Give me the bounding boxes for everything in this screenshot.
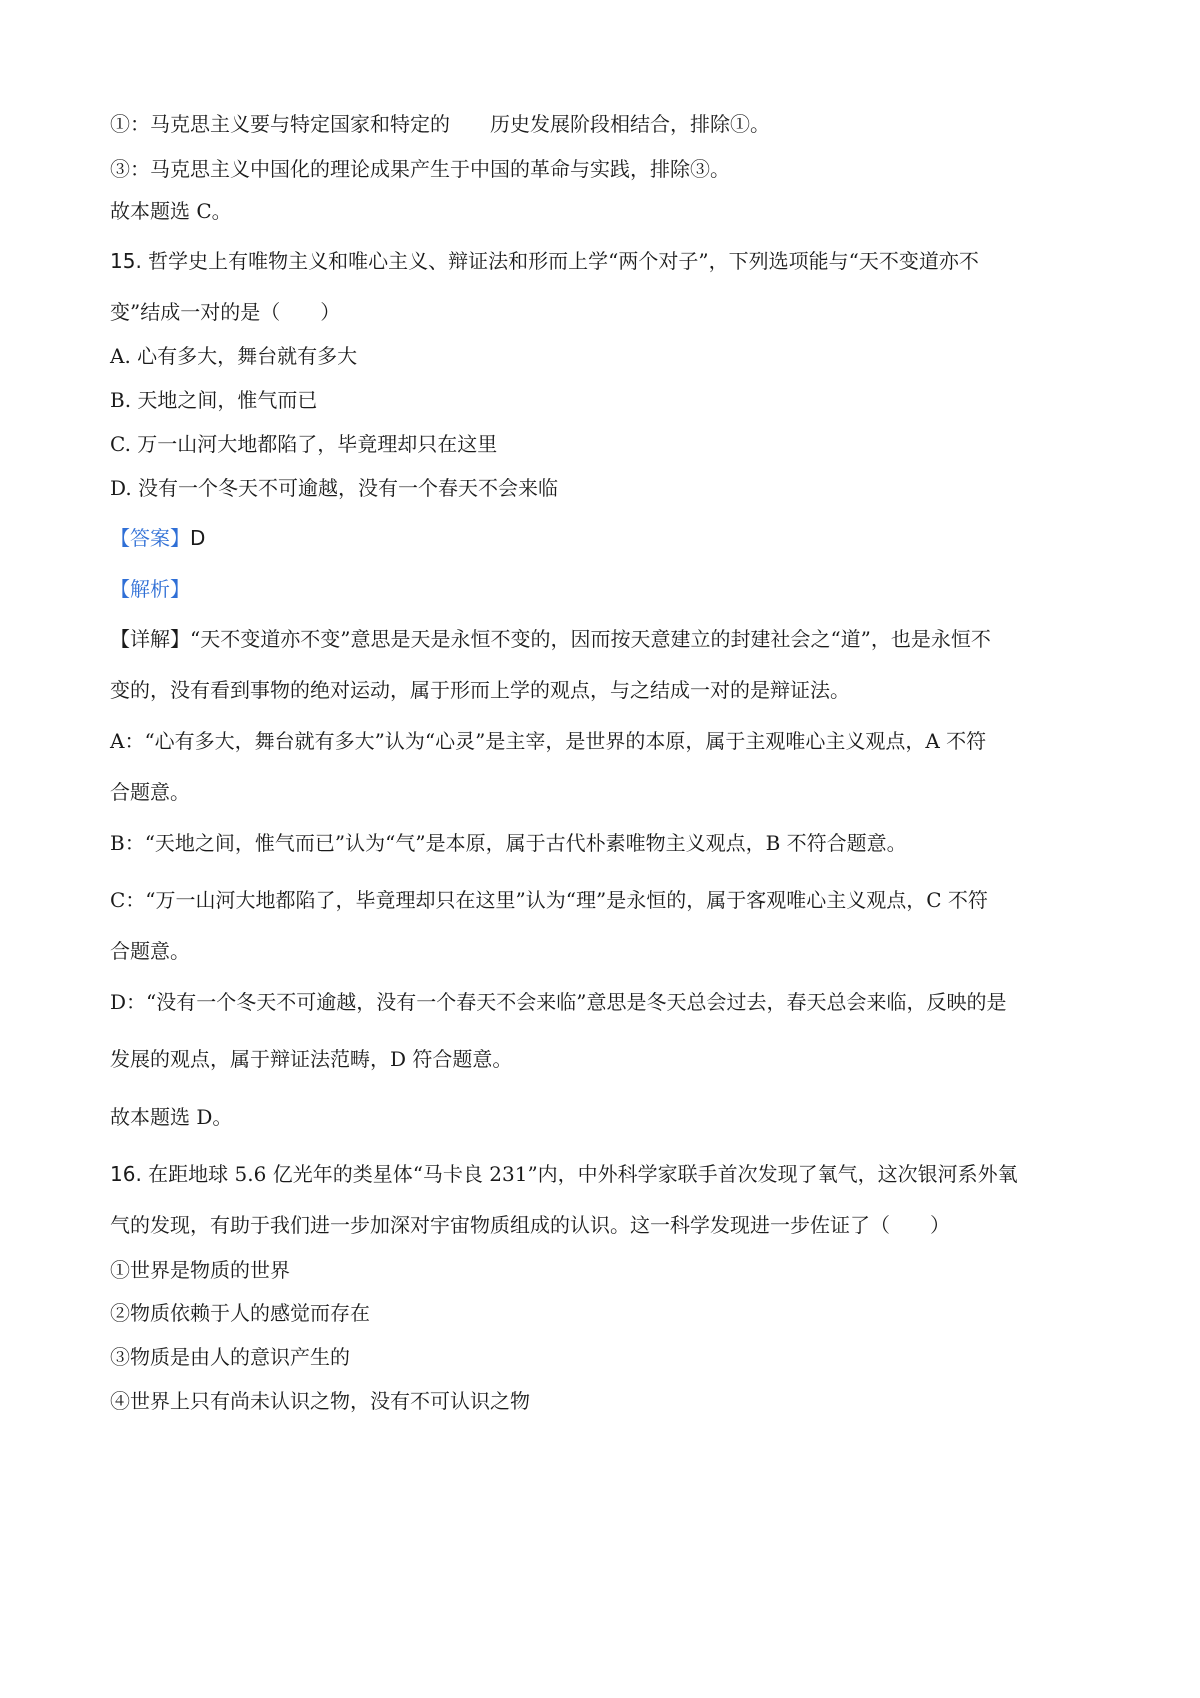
q15-explain-c-2: 合题意。: [110, 939, 190, 963]
q14-exclusion-3: ③：马克思主义中国化的理论成果产生于中国的革命与实践，排除③。: [110, 157, 730, 181]
answer-tag: 【答案】: [110, 526, 190, 550]
q15-explain-d-1: D：“没有一个冬天不可逾越，没有一个春天不会来临”意思是冬天总会过去，春天总会来临，反映的是: [110, 990, 1007, 1014]
q14-exclusion-1-part-b: 历史发展阶段相结合，排除①。: [490, 112, 770, 136]
q15-explain-c-1: C：“万一山河大地都陷了，毕竟理却只在这里”认为“理”是永恒的，属于客观唯心主义观点，C 不符: [110, 888, 988, 912]
q15-detail-line-1: [110, 625, 1110, 653]
q15-number: 15.: [110, 249, 142, 273]
q16-statement-3: ③物质是由人的意识产生的: [110, 1345, 350, 1369]
q15-detail-line-2: 变的，没有看到事物的绝对运动，属于形而上学的观点，与之结成一对的是辩证法。: [110, 678, 850, 702]
q15-stem-line-2: 变”结成一对的是（ ）: [110, 300, 341, 324]
q14-conclusion: 故本题选 C。: [110, 199, 232, 223]
q15-conclusion: 故本题选 D。: [110, 1105, 233, 1129]
q15-option-a: A. 心有多大，舞台就有多大: [110, 344, 358, 368]
q15-explain-b: B：“天地之间，惟气而已”认为“气”是本原，属于古代朴素唯物主义观点，B 不符合题意。: [110, 831, 907, 855]
q14-exclusion-1: [110, 110, 1110, 138]
q15-analysis-heading: [110, 575, 1110, 603]
answer-value: D: [190, 526, 206, 550]
q16-stem-line-1: [110, 1160, 1110, 1188]
q15-option-b: B. 天地之间，惟气而已: [110, 388, 318, 412]
q15-answer: [110, 524, 1110, 552]
q16-statement-2: ②物质依赖于人的感觉而存在: [110, 1301, 370, 1325]
q15-explain-a-2: 合题意。: [110, 780, 190, 804]
detail-tag: 【详解】: [110, 627, 190, 651]
q15-explain-d-2: 发展的观点，属于辩证法范畴，D 符合题意。: [110, 1047, 513, 1071]
q15-option-d: D. 没有一个冬天不可逾越，没有一个春天不会来临: [110, 476, 559, 500]
q16-number: 16.: [110, 1162, 142, 1186]
detail-text-1: “天不变道亦不变”意思是天是永恒不变的，因而按天意建立的封建社会之“道”，也是永恒不: [190, 627, 991, 651]
q16-statement-4: ④世界上只有尚未认识之物，没有不可认识之物: [110, 1389, 530, 1413]
q14-exclusion-1-part-a: ①：马克思主义要与特定国家和特定的: [110, 112, 450, 136]
q15-option-c: C. 万一山河大地都陷了，毕竟理却只在这里: [110, 432, 498, 456]
q15-explain-a-1: A：“心有多大，舞台就有多大”认为“心灵”是主宰，是世界的本原，属于主观唯心主义观点，A 不符: [110, 729, 987, 753]
q16-statement-1: ①世界是物质的世界: [110, 1258, 290, 1282]
q15-stem-line-1: [110, 247, 1110, 275]
q15-stem-text-1: 哲学史上有唯物主义和唯心主义、辩证法和形而上学“两个对子”，下列选项能与“天不变道亦不: [148, 249, 979, 273]
q16-stem-line-2: 气的发现，有助于我们进一步加深对宇宙物质组成的认识。这一科学发现进一步佐证了（ ）: [110, 1213, 950, 1237]
analysis-tag: 【解析】: [110, 577, 190, 601]
q16-stem-text-1: 在距地球 5.6 亿光年的类星体“马卡良 231”内，中外科学家联手首次发现了氧气，这次银河系外氧: [148, 1162, 1018, 1186]
